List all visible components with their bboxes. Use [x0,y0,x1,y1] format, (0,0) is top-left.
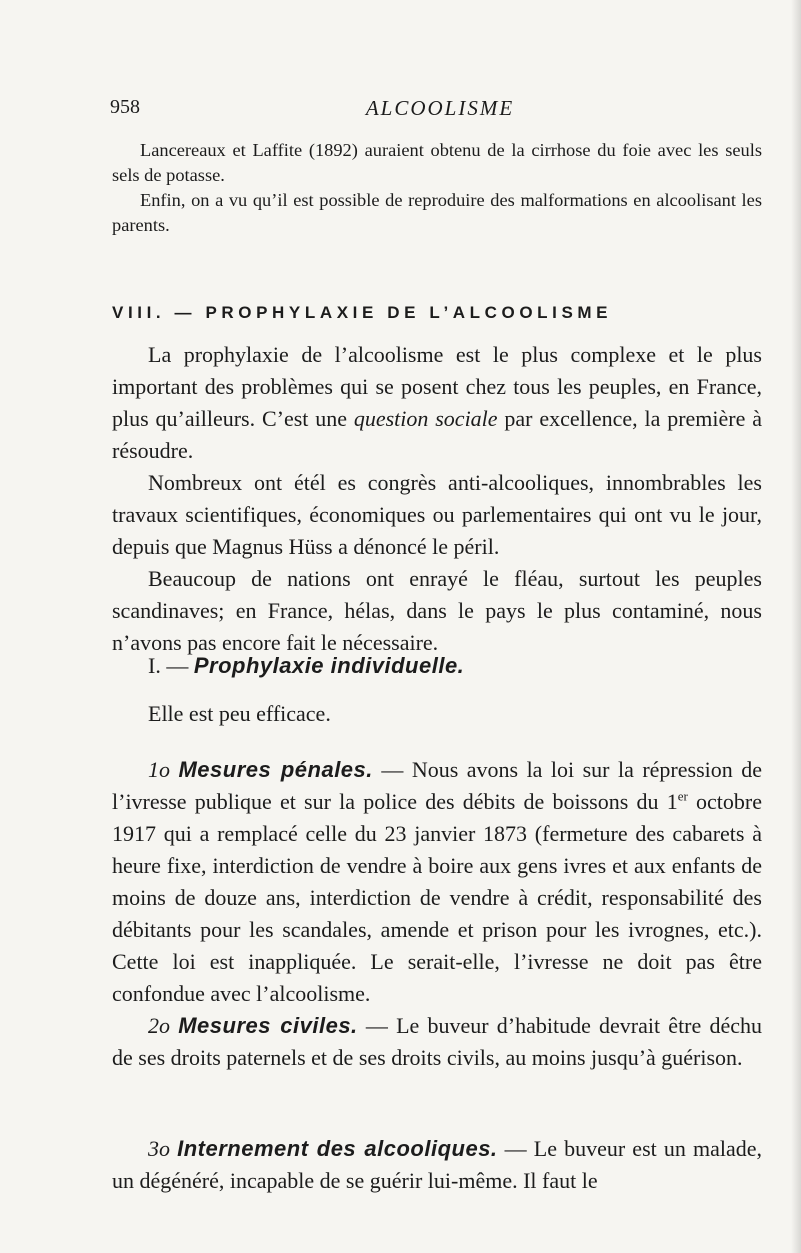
running-title: ALCOOLISME [365,96,515,120]
intro-paragraph-2: Enfin, on a vu qu’il est possible de reproduire des malformations en alcoolisant les parents. [112,190,762,235]
item-2-paragraph: 2o Mesures civiles. — Le buveur d’habitude devrait être déchu de ses droits paternels et de ses droits civils, au moins jusqu’à guérison. [112,1013,762,1070]
item-3-number: 3o [148,1136,170,1161]
item-1-number: 1o [148,757,170,782]
superscript-er: er [677,788,688,804]
scan-edge-shadow [791,0,801,1253]
section-title: VIII. — PROPHYLAXIE DE L’ALCOOLISME [112,303,613,322]
section-paragraph-2: Nombreux ont étél es congrès anti-alcooliques, innombrables les travaux scientifiques, économiques ou parlementaires qui ont vu le jour, depuis que Magnus Hüss a dénoncé le péril. [112,470,762,559]
section-paragraph-3: Beaucoup de nations ont enrayé le fléau, surtout les peuples scandinaves; en France, hélas, dans le pays le plus contaminé, nous n’avons pas encore fait le nécessaire. [112,566,762,655]
item-2-number: 2o [148,1013,170,1038]
subsection-label: Prophylaxie individuelle. [193,653,465,678]
page-number: 958 [110,96,140,118]
subsection-intro-text: Elle est peu efficace. [148,701,331,726]
item-1 [112,754,762,1010]
subsection-prefix: I. — [148,653,194,678]
item-2-heading: Mesures civiles. [178,1013,358,1038]
page-header [110,96,770,126]
emphasis-question-sociale: question sociale [353,406,498,431]
subsection-title [148,653,464,679]
subsection-intro [112,698,762,730]
section-body [112,339,762,659]
item-1-paragraph: 1o Mesures pénales. — Nous avons la loi sur la répression de l’ivresse publique et sur la police des débits de boissons du 1er octobre 1917 qui a remplacé celle du 23 janvier 1873 (fermeture des cabarets à heure fixe, interdiction de vendre à boire aux gens ivres et aux enfants de moins de douze ans, interdiction de vendre à crédit, responsabilité des débitants pour les scandales, amende et prison pour les ivrognes, etc.). Cette loi est inappliquée. Le serait-elle, l’ivresse ne doit pas être confondue avec l’alcoolisme. [112,757,762,1006]
intro-text [112,138,762,238]
intro-paragraph-1: Lancereaux et Laffite (1892) auraient obtenu de la cirrhose du foie avec les seuls sels de potasse. [112,140,762,185]
item-1-heading: Mesures pénales. [178,757,373,782]
item-3-heading: Internement des alcooliques. [177,1136,498,1161]
item-3-paragraph: 3o Internement des alcooliques. — Le buveur est un malade, un dégénéré, incapable de se guérir lui-même. Il faut le [112,1136,762,1193]
item-3 [112,1133,762,1197]
section-paragraph-1: La prophylaxie de l’alcoolisme est le plus complexe et le plus important des problèmes qui se posent chez tous les peuples, en France, plus qu’ailleurs. C’est une question sociale par excellence, la première à résoudre. [112,342,762,463]
item-2 [112,1010,762,1074]
